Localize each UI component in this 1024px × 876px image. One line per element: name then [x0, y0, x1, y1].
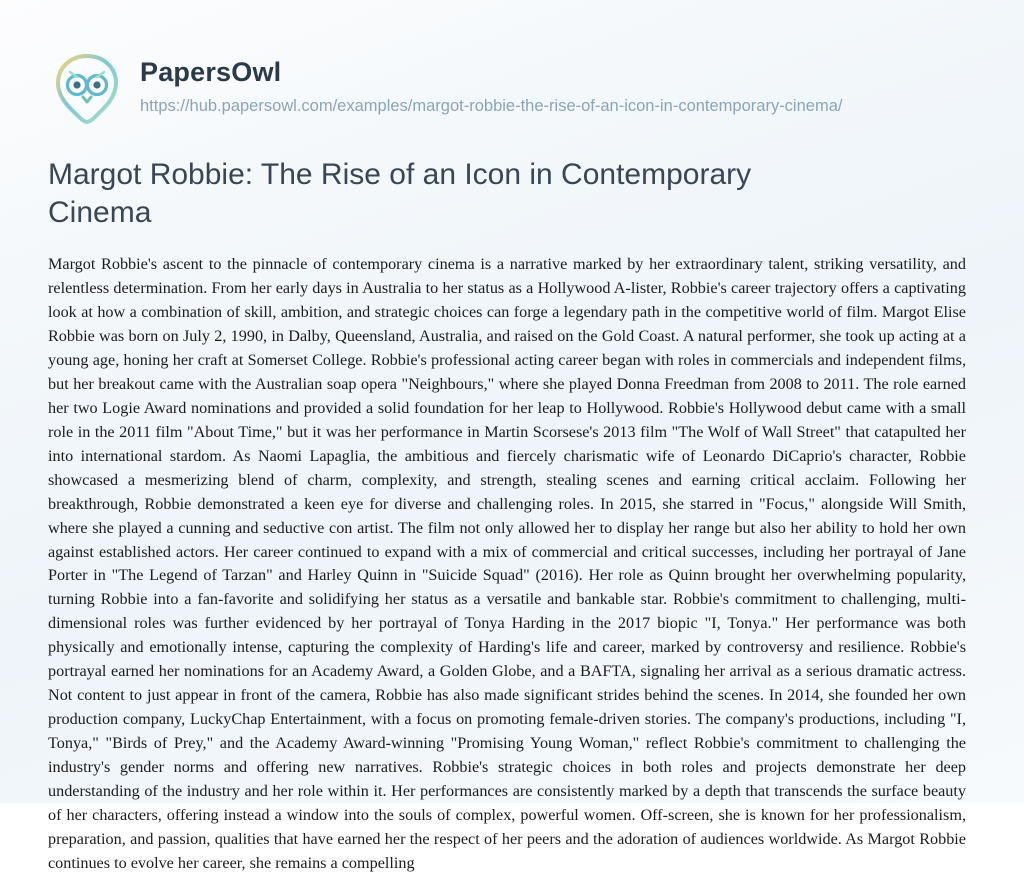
source-url[interactable]: https://hub.papersowl.com/examples/margot-robbie-the-rise-of-an-icon-in-contemporary-cinema/	[140, 96, 843, 115]
owl-logo-icon	[50, 52, 124, 126]
site-header	[44, 48, 980, 126]
body-paragraph: Margot Robbie's ascent to the pinnacle of contemporary cinema is a narrative marked by her extraordinary talent, striking versatility, and relentless determination. From her early days in Australia to her status as a Hollywood A-lister, Robbie's career trajectory offers a captivating look at how a combination of skill, ambition, and strategic choices can forge a legendary path in the competitive world of film. Margot Elise Robbie was born on July 2, 1990, in Dalby, Queensland, Australia, and raised on the Gold Coast. A natural performer, she took up acting at a young age, honing her craft at Somerset College. Robbie's professional acting career began with roles in commercials and independent films, but her breakout came with the Australian soap opera "Neighbours," where she played Donna Freedman from 2008 to 2011. The role earned her two Logie Award nominations and provided a solid foundation for her leap to Hollywood. Robbie's Hollywood debut came with a small role in the 2011 film "About Time," but it was her performance in Martin Scorsese's 2013 film "The Wolf of Wall Street" that catapulted her into international stardom. As Naomi Lapaglia, the ambitious and fiercely charismatic wife of Leonardo DiCaprio's character, Robbie showcased a mesmerizing blend of charm, complexity, and strength, stealing scenes and earning critical acclaim. Following her breakthrough, Robbie demonstrated a keen eye for diverse and challenging roles. In 2015, she starred in "Focus," alongside Will Smith, where she played a cunning and seductive con artist. The film not only allowed her to display her range but also her ability to hold her own against established actors. Her career continued to expand with a mix of commercial and critical successes, including her portrayal of Jane Porter in "The Legend of Tarzan" and Harley Quinn in "Suicide Squad" (2016). Her role as Quinn brought her overwhelming popularity, turning Robbie into a fan-favorite and solidifying her status as a versatile and bankable star. Robbie's commitment to challenging, multi-dimensional roles was further evidenced by her portrayal of Tonya Harding in the 2017 biopic "I, Tonya." Her performance was both physically and emotionally intense, capturing the complexity of Harding's life and career, marked by controversy and resilience. Robbie's portrayal earned her nominations for an Academy Award, a Golden Globe, and a BAFTA, signaling her arrival as a serious dramatic actress. Not content to just appear in front of the camera, Robbie has also made significant strides behind the scenes. In 2014, she founded her own production company, LuckyChap Entertainment, with a focus on promoting female-driven stories. The company's productions, including "I, Tonya," "Birds of Prey," and the Academy Award-winning "Promising Young Woman," reflect Robbie's commitment to challenging the industry's gender norms and offering new narratives. Robbie's strategic choices in both roles and projects demonstrate her deep understanding of the industry and her role within it. Her performances are consistently marked by a depth that transcends the surface beauty of her characters, offering instead a window into the souls of complex, powerful women. Off-screen, she is known for her professionalism, preparation, and passion, qualities that have earned her the respect of her peers and the adoration of audiences worldwide. As Margot Robbie continues to evolve her career, she remains a compelling	[48, 254, 966, 873]
brand-name: PapersOwl	[140, 57, 282, 87]
document-body	[44, 253, 980, 876]
page-title: Margot Robbie: The Rise of an Icon in Contemporary Cinema	[48, 158, 752, 230]
